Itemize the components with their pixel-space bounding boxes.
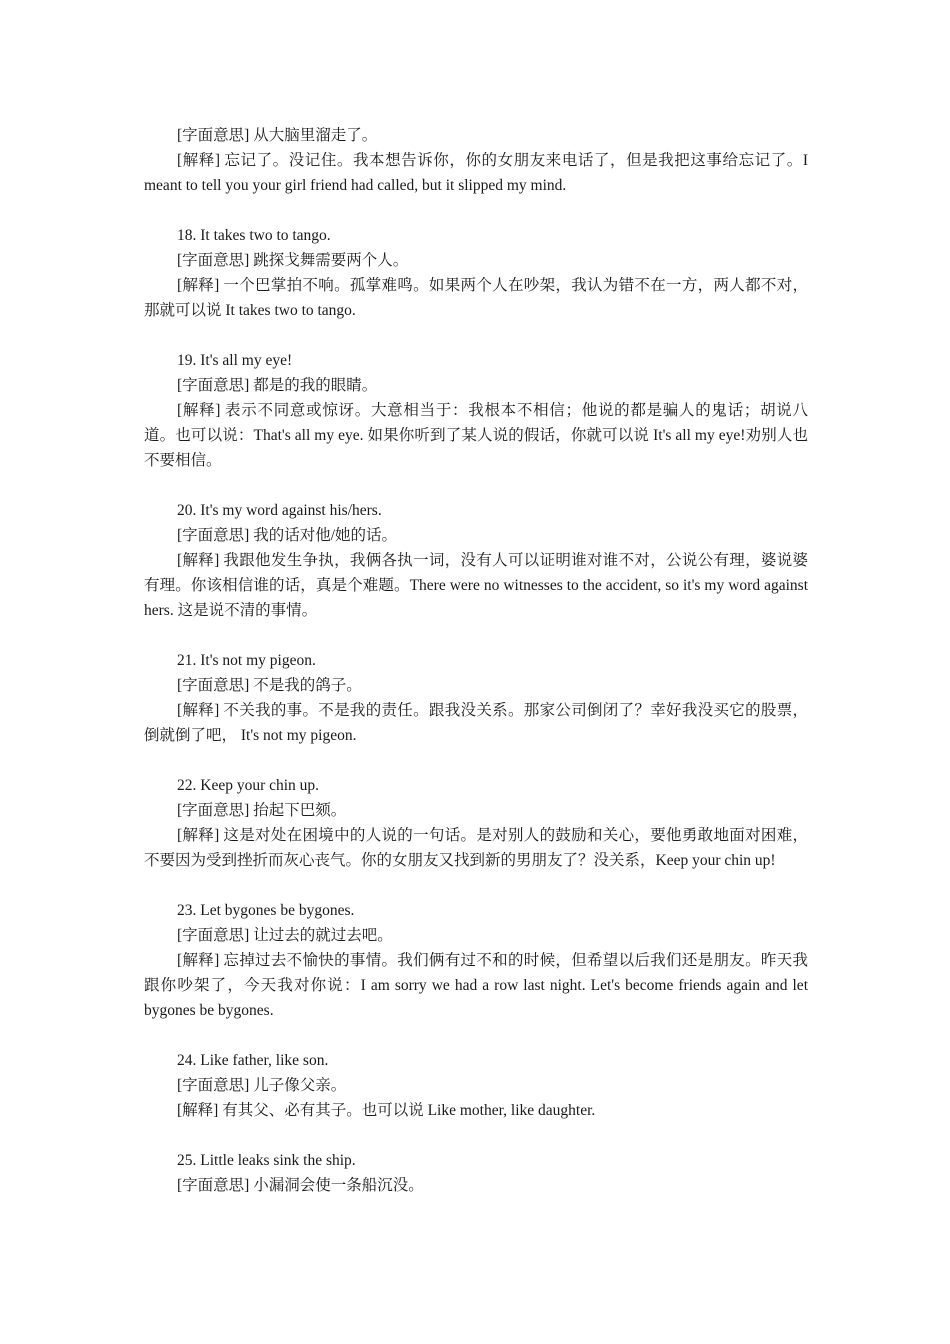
literal-meaning: [字面意思] 我的话对他/她的话。 — [177, 527, 398, 544]
explanation: [解释] 忘记了。没记住。我本想告诉你，你的女朋友来电话了，但是我把这事给忘记了。I meant to tell you your girl friend had called, but it slipped my mind. — [144, 152, 808, 194]
spacer — [144, 323, 808, 348]
entry-title: 19. It's all my eye! — [177, 352, 293, 369]
literal-meaning: [字面意思] 从大脑里溜走了。 — [177, 127, 378, 144]
document-page — [144, 123, 808, 1198]
idiom-entry-18 — [144, 223, 808, 323]
literal-meaning: [字面意思] 让过去的就过去吧。 — [177, 927, 393, 944]
idiom-entry-17 — [144, 123, 808, 198]
explanation: [解释] 我跟他发生争执，我俩各执一词，没有人可以证明谁对谁不对，公说公有理，婆说婆有理。你该相信谁的话，真是个难题。There were no witnesses to the accident, so it's my word against hers. 这是说不清的事情。 — [144, 552, 808, 619]
explanation: [解释] 一个巴掌拍不响。孤掌难鸣。如果两个人在吵架，我认为错不在一方，两人都不对，那就可以说 It takes two to tango. — [144, 277, 808, 319]
idiom-entry-24 — [144, 1048, 808, 1123]
spacer — [144, 873, 808, 898]
entry-title: 25. Little leaks sink the ship. — [177, 1152, 356, 1169]
explanation: [解释] 有其父、必有其子。也可以说 Like mother, like daughter. — [177, 1102, 596, 1119]
idiom-entry-20 — [144, 498, 808, 623]
spacer — [144, 1023, 808, 1048]
spacer — [144, 748, 808, 773]
entry-title: 24. Like father, like son. — [177, 1052, 329, 1069]
literal-meaning: [字面意思] 儿子像父亲。 — [177, 1077, 347, 1094]
literal-meaning: [字面意思] 不是我的鸽子。 — [177, 677, 362, 694]
literal-meaning: [字面意思] 跳探戈舞需要两个人。 — [177, 252, 409, 269]
idiom-entry-21 — [144, 648, 808, 748]
spacer — [144, 198, 808, 223]
literal-meaning: [字面意思] 都是的我的眼睛。 — [177, 377, 378, 394]
literal-meaning: [字面意思] 小漏洞会使一条船沉没。 — [177, 1177, 424, 1194]
entry-title: 22. Keep your chin up. — [177, 777, 320, 794]
explanation: [解释] 这是对处在困境中的人说的一句话。是对别人的鼓励和关心，要他勇敢地面对困难，不要因为受到挫折而灰心丧气。你的女朋友又找到新的男朋友了？没关系，Keep your chin up! — [144, 827, 808, 869]
entry-title: 18. It takes two to tango. — [177, 227, 331, 244]
literal-meaning: [字面意思] 抬起下巴颏。 — [177, 802, 347, 819]
idiom-entry-23 — [144, 898, 808, 1023]
explanation: [解释] 表示不同意或惊讶。大意相当于：我根本不相信；他说的都是骗人的鬼话；胡说八道。也可以说：That's all my eye. 如果你听到了某人说的假话，你就可以说 It's all my eye!劝别人也不要相信。 — [144, 402, 808, 469]
explanation: [解释] 忘掉过去不愉快的事情。我们俩有过不和的时候，但希望以后我们还是朋友。昨天我跟你吵架了，今天我对你说：I am sorry we had a row last night. Let's become friends again and let bygones be bygones. — [144, 952, 808, 1019]
idiom-entry-22 — [144, 773, 808, 873]
spacer — [144, 473, 808, 498]
idiom-entry-25 — [144, 1148, 808, 1198]
spacer — [144, 623, 808, 648]
explanation: [解释] 不关我的事。不是我的责任。跟我没关系。那家公司倒闭了？幸好我没买它的股票，倒就倒了吧， It's not my pigeon. — [144, 702, 808, 744]
entry-title: 20. It's my word against his/hers. — [177, 502, 382, 519]
entry-title: 23. Let bygones be bygones. — [177, 902, 355, 919]
spacer — [144, 1123, 808, 1148]
idiom-entry-19 — [144, 348, 808, 473]
entry-title: 21. It's not my pigeon. — [177, 652, 316, 669]
